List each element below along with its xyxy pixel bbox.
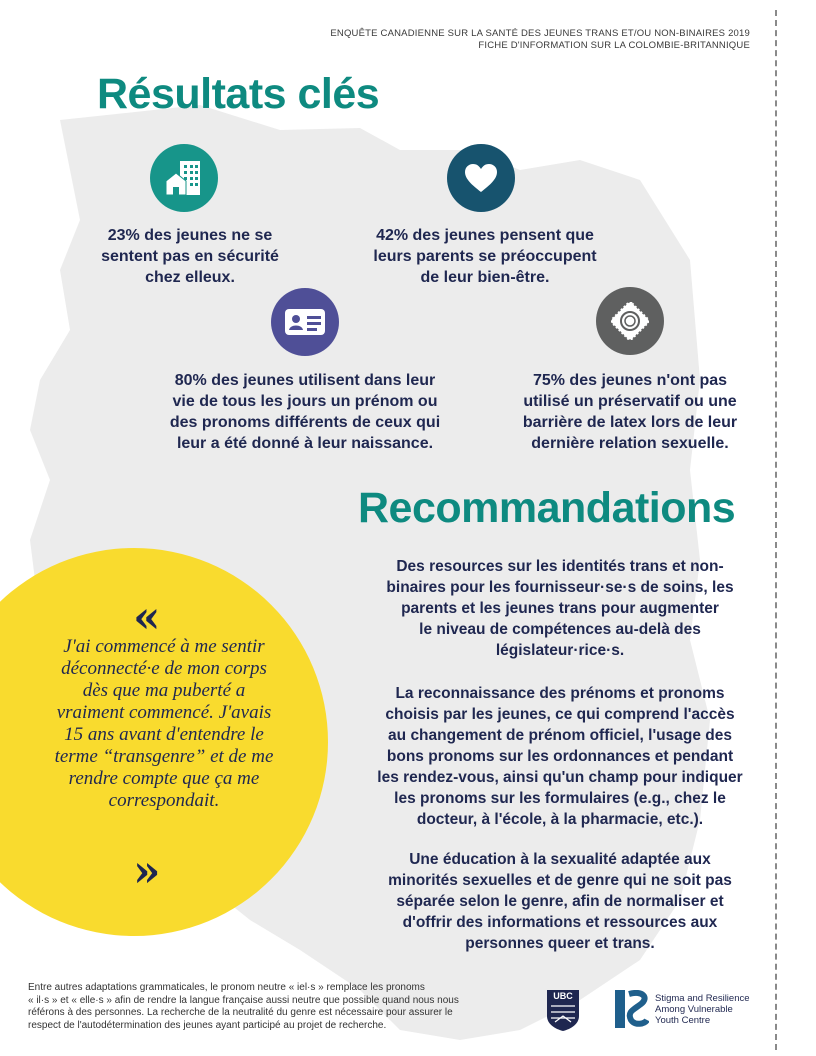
sarc-logo-mark [615,990,649,1028]
cut-line [775,10,777,1050]
stat-parents-care: 42% des jeunes pensent que leurs parents se préoccupent de leur bien-être. [373,227,597,286]
document-header [330,28,750,52]
testimonial-quote: J'ai commencé à me sentir déconnecté·e de mon corps dès que ma puberté a vraiment commencé. J'avais 15 ans avant d'entendre le terme “transgenre” et de me rendre compte que ça me correspondait. [54,636,274,811]
header-line-1: ENQUÊTE CANADIENNE SUR LA SANTÉ DES JEUNES TRANS ET/OU NON-BINAIRES 2019 [330,28,750,39]
open-quote-mark: « [133,592,161,643]
ubc-logo [545,988,581,1032]
results-title: Résultats clés [97,70,380,118]
id-card-icon [271,288,339,356]
stat-protection: 75% des jeunes n'ont pas utilisé un préservatif ou une barrière de latex lors de leur dernière relation sexuelle. [522,372,738,452]
sarc-logo-text: Stigma and Resilience Among Vulnerable Youth Centre [655,993,750,1026]
heart-icon [447,144,515,212]
condom-icon [596,287,664,355]
close-quote-mark: » [133,846,161,897]
recommendation-names-pronouns: La reconnaissance des prénoms et pronoms choisis par les jeunes, ce qui comprend l'accès au changement de prénom officiel, l'usage des bons pronoms sur les ordonnances et pendant les rendez-vous, ainsi qu'un champ pour indiquer les pronoms sur les formulaires (e.g., chez le docteur, à l'école, à la pharmacie, etc.). [377,685,743,828]
building-icon [150,144,218,212]
stat-chosen-name: 80% des jeunes utilisent dans leur vie de tous les jours un prénom ou des pronoms différents de ceux qui leur a été donné à leur naissance. [169,372,441,452]
recommendations-title: Recommandations [358,484,736,532]
sarc-logo [615,990,750,1028]
ubc-logo-text: UBC [553,991,573,1001]
recommendation-resources: Des resources sur les identités trans et non- binaires pour les fournisseur·se·s de soins, les parents et les jeunes trans pour augmenter le niveau de compétences au-delà des législateur·rice·s. [386,558,734,659]
footnote: Entre autres adaptations grammaticales, le pronom neutre « iel·s » remplace les pronoms « il·s » et « elle·s » afin de rendre la langue française aussi neutre que possible quand nous nous référons à des personnes. La recherche de la neutralité du genre est nécessaire pour assurer le respect de l'autodétermination des jeunes ayant participé au projet de recherche. [28,982,459,1031]
recommendation-sex-education: Une éducation à la sexualité adaptée aux minorités sexuelles et de genre qui ne soit pas séparée selon le genre, afin de normaliser et d'offrir des informations et ressources aux personnes queer et trans. [388,851,732,952]
header-line-2: FICHE D'INFORMATION SUR LA COLOMBIE-BRITANNIQUE [478,40,750,51]
stat-safety-home: 23% des jeunes ne se sentent pas en sécurité chez elleux. [101,227,279,286]
